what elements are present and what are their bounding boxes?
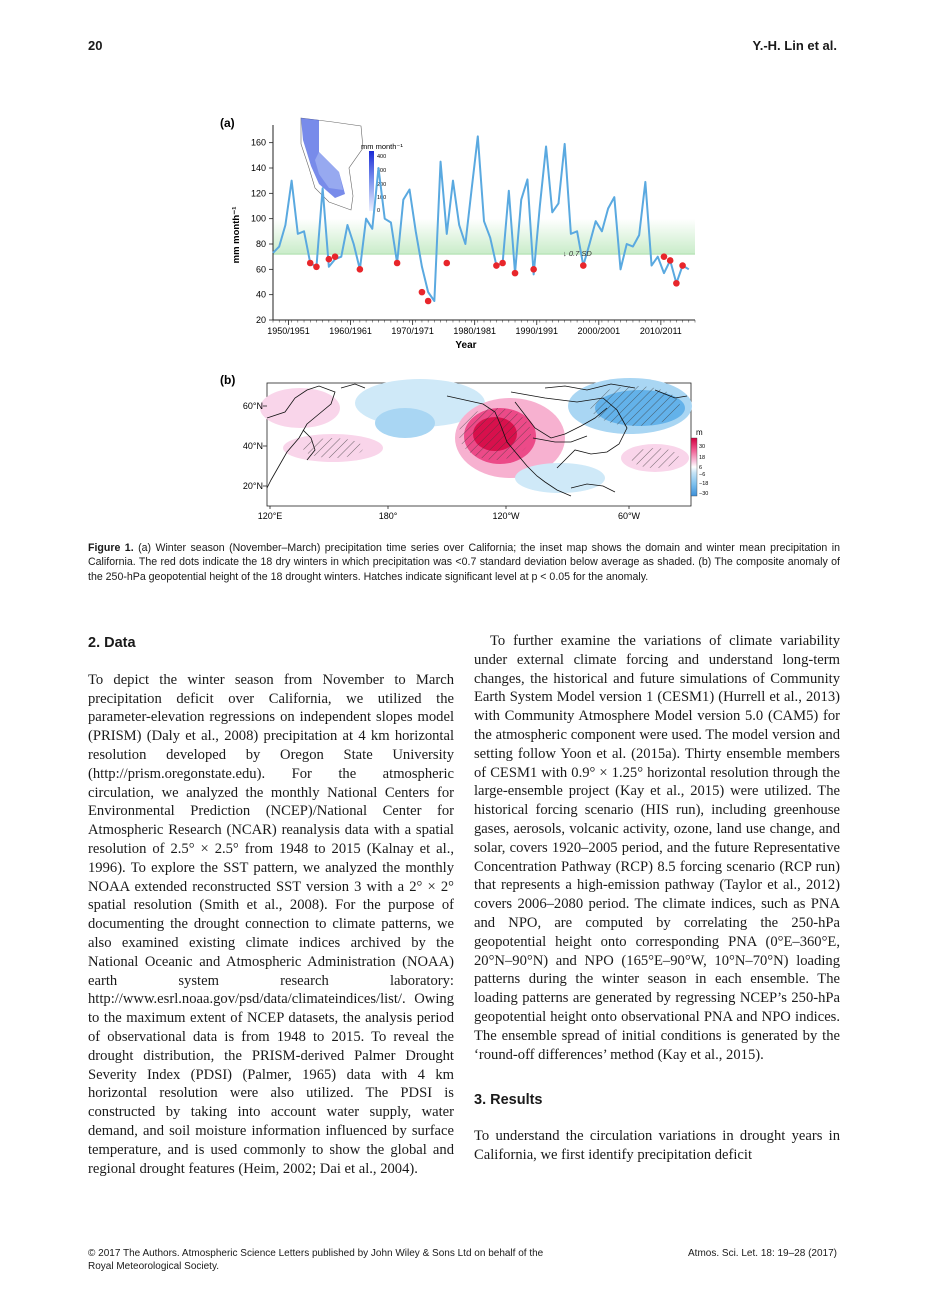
page-number: 20 [88,38,103,53]
lat-label: 40°N [242,441,263,451]
dry-winter-dot [419,289,426,296]
section-heading-data: 2. Data [88,635,136,651]
dry-winter-dot [673,280,680,287]
dry-winter-dot [667,257,674,264]
lon-label: 60°W [617,511,641,521]
body-paragraph: To depict the winter season from November to March precipitation deficit over California, we utilized the parameter-elevation regressions on independent slopes model (PRISM) (Daly et al., 2008) precipitation at 4 km horizontal resolution developed by Oregon State University (http://prism.oregonstate.edu). For the atmospheric circulation, we analyzed the monthly National Centers for Environmental Prediction (NCEP)/National Center for Atmospheric Research (NCAR) reanalysis data with a spatial resolution of 2.5° × 2.5° from 1948 to 2015 (Kalnay et al., 1996). To explore the SST pattern, we analyzed the monthly NOAA extended reconstructed SST version 3 with a 2° × 2° spatial resolution (Smith et al., 2008). For the purpose of documenting the drought connection to climate patterns, we also examined existing climate indices archived by the National Oceanic and Atmospheric Administration (NOAA) earth system research laboratory: http://www.esrl.noaa.gov/psd/data/climateindices/list/. Owing to the maximum extent of NCEP datasets, the analysis period of observational data is from 1948 to 2015. To reveal the drought distribution, the PRISM-derived Palmer Drought Severity Index (PDSI) (Palmer, 1965) data with 4 km horizontal resolution were also utilized. The PDSI is constructed by taking into account water supply, water demand, and soil moisture information influenced by surface temperature, and is used commonly to show the global and regional drought features (Heim, 2002; Dai et al., 2004). [88,671,454,1177]
figure-caption [88,541,840,584]
dry-winter-dot [394,260,401,267]
dry-winter-dot [679,262,686,269]
lat-label: 20°N [242,481,263,491]
dry-winter-dot [332,253,339,260]
lat-label: 60°N [242,401,263,411]
y-axis-label: mm month⁻¹ [231,206,242,264]
lon-label: 120°E [257,511,283,521]
dry-winter-dot [512,270,519,277]
running-head-authors: Y.-H. Lin et al. [752,38,837,53]
dry-winter-dot [357,266,364,273]
dry-winter-dot [499,260,506,267]
colorbar-tick: 6 [699,465,703,471]
figure-1a-chart [215,110,705,355]
dry-winter-dot [580,262,587,269]
dry-winter-dot [493,262,500,269]
inset-colorbar [369,151,374,211]
y-tick-label: 20 [255,315,266,325]
dry-winter-dot [425,298,432,305]
caption-label: Figure 1. [88,542,134,554]
x-tick-label: 2000/2001 [577,326,621,336]
colorbar-unit: m [696,428,703,437]
y-tick-label: 120 [250,188,266,199]
footer-journal: Atmos. Sci. Let. 18: 19–28 (2017) [688,1248,837,1259]
y-tick-label: 60 [255,264,266,275]
dry-winter-dot [313,264,320,271]
inset-title: mm month⁻¹ [361,142,403,151]
x-tick-label: 1980/1981 [453,326,496,336]
figure-1b-map [215,368,709,523]
x-tick-label: 1990/1991 [515,326,559,336]
x-tick-label: 1960/1961 [329,326,372,336]
inset-tick: 400 [377,154,387,160]
inset-tick: 200 [377,182,387,188]
left-column [88,632,454,1178]
y-tick-label: 100 [250,213,266,224]
x-tick-label: 1970/1971 [391,326,434,336]
inset-tick: 0 [377,208,381,214]
right-column [474,632,840,1165]
panel-label-b: (b) [220,373,236,387]
panel-label-a: (a) [220,116,235,130]
body-paragraph: To further examine the variations of climate variability under external climate forcing and understand long-term changes, the historical and future simulations of Community Earth System Model version 1 (CESM1) (Hurrell et al., 2013) with Community Atmosphere Model version 5.0 (CAM5) for the atmospheric component were used. The model version and setting follow Yoon et al. (2015a). Thirty ensemble members of CESM1 with 0.9° × 1.25° horizontal resolution through the large-ensemble project (Kay et al., 2015) were utilized. The historical forcing scenario (HIS run), including greenhouse gases, aerosols, volcanic activity, ozone, land use change, and solar, covers 1920–2005 period, and the future Representative Concentration Pathway (RCP) 8.5 forcing scenario (RCP run) that represents a high-emission pathway (Taylor et al., 2012) covers 2006–2080 period. The climate indices, such as PNA and NPO, are computed by correlating the 250-hPa geopotential height onto corresponding PNA (0°E–360°E, 20°N–90°N) and NPO (165°E–90°W, 10°N–70°N) loading patterns during the winter season in each ensemble. The loading patterns are generated by regressing NCEP’s 250-hPa geopotential height onto observational PNA and NPO indices. The ensemble spread of initial conditions is generated by the ‘round-off differences’ method (Kay et al., 2015). [474,633,840,1063]
y-tick-label: 160 [250,137,266,148]
colorbar-tick: 18 [699,455,706,461]
x-tick-label: 1950/1951 [267,326,310,336]
caption-text: (a) Winter season (November–March) precipitation time series over California; the inset map shows the domain and winter mean precipitation in California. The red dots indicate the 18 dry winters in which precipitation was <0.7 standard deviation below average as shaded. (b) The composite anomaly of the 250-hPa geopotential height of the 18 drought winters. Hatches indicate significant level at p < 0.05 for the anomaly. [88,542,840,583]
dry-winter-dot [530,266,537,273]
inset-tick: 100 [377,195,387,201]
section-heading-results: 3. Results [474,1092,543,1109]
anomaly-map-field [260,378,692,506]
y-tick-label: 40 [255,289,266,300]
body-paragraph: To understand the circulation variations in drought years in California, we first identify precipitation deficit [474,1128,840,1163]
anomaly-colorbar [691,428,708,497]
colorbar-tick: 30 [699,444,706,450]
footer-copyright: © 2017 The Authors. Atmospheric Science Letters published by John Wiley & Sons Ltd on behalf of the Royal Meteorological Society. [88,1248,544,1272]
x-axis-label: Year [455,340,477,351]
colorbar-tick: −18 [699,481,709,487]
california-inset-map [301,118,403,214]
colorbar-tick: −30 [699,491,709,497]
inset-tick: 300 [377,168,387,174]
x-tick-label: 2010/2011 [639,326,682,336]
dry-winter-dot [307,260,314,267]
dry-winter-dot [326,256,333,263]
lon-label: 120°W [492,511,520,521]
dry-winter-dot [443,260,450,267]
lon-label: 180° [378,511,398,521]
colorbar-tick: −6 [699,472,706,478]
y-tick-label: 140 [250,163,266,173]
y-tick-label: 80 [255,239,266,249]
dry-winter-dot [661,253,668,260]
threshold-label: ↓ 0.7 SD [563,249,592,258]
